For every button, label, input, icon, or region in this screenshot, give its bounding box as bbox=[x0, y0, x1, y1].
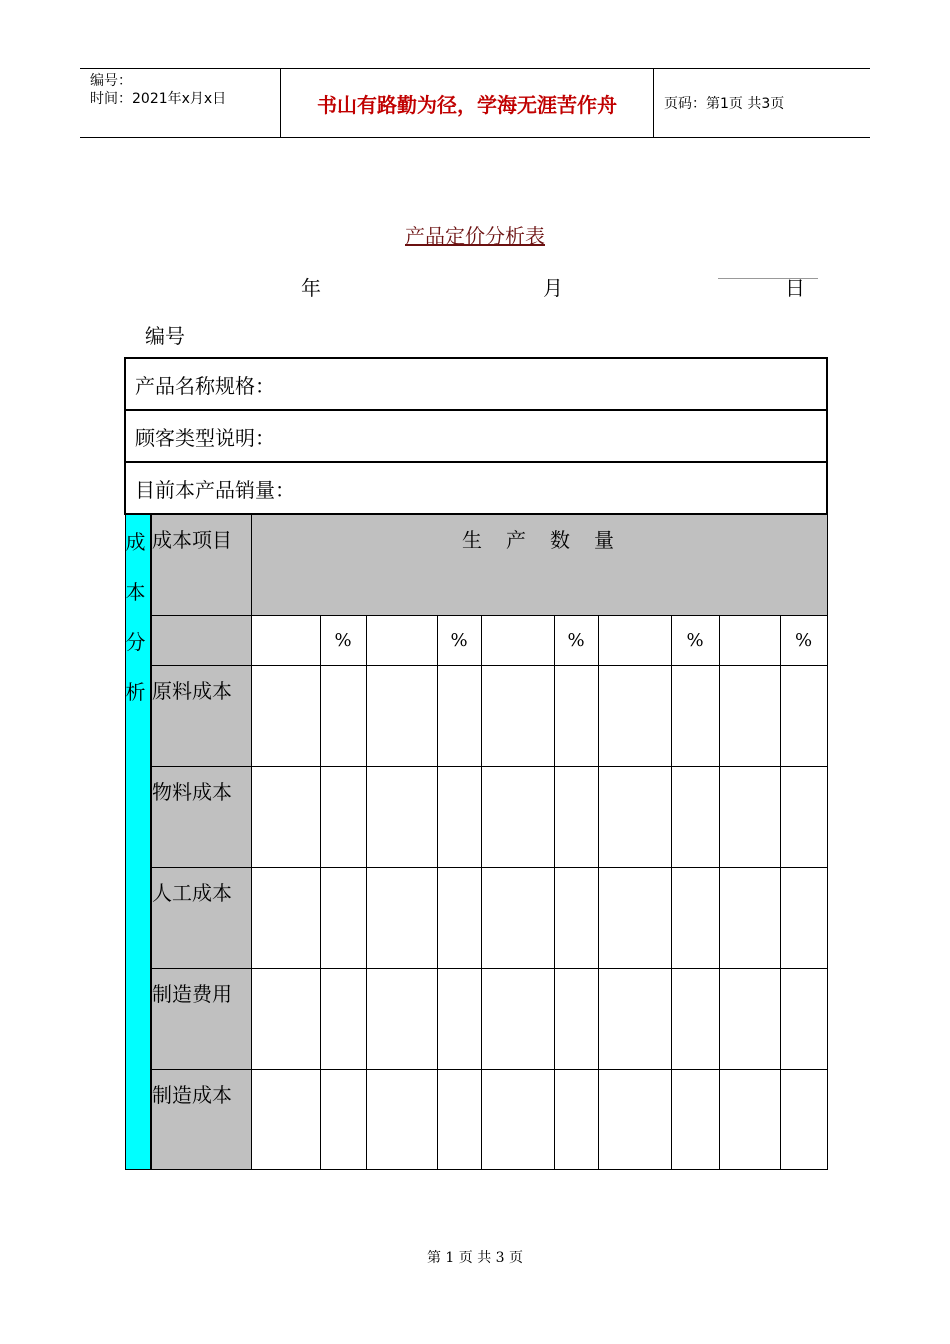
customer-type-field[interactable]: 顾客类型说明： bbox=[125, 410, 827, 462]
table-cell[interactable] bbox=[251, 766, 320, 867]
current-sales-field[interactable]: 目前本产品销量： bbox=[125, 462, 827, 514]
table-cell[interactable] bbox=[251, 665, 320, 766]
table-cell[interactable] bbox=[251, 867, 320, 968]
table-cell[interactable] bbox=[719, 968, 780, 1069]
percent-symbol: % bbox=[554, 615, 598, 665]
page-header bbox=[80, 68, 870, 138]
table-cell[interactable] bbox=[481, 867, 554, 968]
table-cell[interactable] bbox=[598, 867, 671, 968]
header-left bbox=[80, 69, 281, 137]
header-page-info: 页码：第1页 共3页 bbox=[664, 96, 785, 112]
table-cell[interactable] bbox=[320, 867, 366, 968]
table-cell[interactable] bbox=[598, 766, 671, 867]
table-cell[interactable] bbox=[598, 665, 671, 766]
header-serial-label: 编号： bbox=[90, 73, 132, 89]
table-cell[interactable] bbox=[671, 1069, 719, 1169]
table-cell[interactable] bbox=[598, 968, 671, 1069]
table-cell[interactable] bbox=[780, 766, 827, 867]
table-cell[interactable] bbox=[719, 867, 780, 968]
table-cell[interactable] bbox=[780, 968, 827, 1069]
qty-cell[interactable] bbox=[598, 615, 671, 665]
cost-row-label: 原料成本 bbox=[151, 665, 251, 766]
table-cell[interactable] bbox=[481, 665, 554, 766]
table-cell[interactable] bbox=[780, 867, 827, 968]
date-year-label: 年 bbox=[301, 276, 321, 300]
cost-analysis-text: 成本分析 bbox=[125, 530, 146, 704]
table-cell[interactable] bbox=[719, 766, 780, 867]
table-cell[interactable] bbox=[251, 1069, 320, 1169]
table-cell[interactable] bbox=[671, 968, 719, 1069]
table-cell[interactable] bbox=[554, 968, 598, 1069]
table-cell[interactable] bbox=[481, 1069, 554, 1169]
table-row bbox=[125, 867, 827, 968]
table-cell[interactable] bbox=[481, 968, 554, 1069]
percent-symbol: % bbox=[780, 615, 827, 665]
table-cell[interactable] bbox=[366, 968, 437, 1069]
table-cell[interactable] bbox=[437, 766, 481, 867]
table-cell[interactable] bbox=[780, 1069, 827, 1169]
table-cell[interactable] bbox=[437, 1069, 481, 1169]
cost-analysis-side-label bbox=[125, 514, 151, 1169]
header-time-label: 时间：2021年x月x日 bbox=[90, 91, 227, 107]
table-cell[interactable] bbox=[719, 1069, 780, 1169]
table-row bbox=[125, 1069, 827, 1169]
cost-row-label: 制造费用 bbox=[151, 968, 251, 1069]
table-cell[interactable] bbox=[554, 867, 598, 968]
table-cell[interactable] bbox=[320, 968, 366, 1069]
table-cell[interactable] bbox=[481, 766, 554, 867]
cost-row-label: 人工成本 bbox=[151, 867, 251, 968]
table-cell[interactable] bbox=[554, 766, 598, 867]
table-cell[interactable] bbox=[598, 1069, 671, 1169]
qty-cell[interactable] bbox=[481, 615, 554, 665]
table-row bbox=[125, 665, 827, 766]
table-cell[interactable] bbox=[366, 665, 437, 766]
table-cell[interactable] bbox=[671, 766, 719, 867]
production-qty-header: 生 产 数 量 bbox=[251, 514, 827, 615]
document-title: 产品定价分析表 bbox=[405, 224, 545, 248]
table-cell[interactable] bbox=[320, 1069, 366, 1169]
table-cell[interactable] bbox=[251, 968, 320, 1069]
table-cell[interactable] bbox=[554, 665, 598, 766]
date-day-label: 日 bbox=[785, 276, 805, 300]
cost-item-header: 成本项目 bbox=[151, 514, 251, 615]
pricing-table bbox=[124, 357, 828, 1170]
serial-number-label: 编号 bbox=[145, 324, 185, 348]
table-cell[interactable] bbox=[320, 766, 366, 867]
table-cell[interactable] bbox=[780, 665, 827, 766]
date-month-label: 月 bbox=[543, 276, 563, 300]
cost-row-label: 物料成本 bbox=[151, 766, 251, 867]
percent-symbol: % bbox=[671, 615, 719, 665]
table-row bbox=[125, 766, 827, 867]
table-row bbox=[125, 968, 827, 1069]
percent-row-label bbox=[151, 615, 251, 665]
table-cell[interactable] bbox=[366, 766, 437, 867]
table-cell[interactable] bbox=[671, 665, 719, 766]
percent-symbol: % bbox=[437, 615, 481, 665]
table-cell[interactable] bbox=[437, 665, 481, 766]
table-cell[interactable] bbox=[719, 665, 780, 766]
qty-cell[interactable] bbox=[366, 615, 437, 665]
table-cell[interactable] bbox=[320, 665, 366, 766]
table-cell[interactable] bbox=[366, 1069, 437, 1169]
cost-row-label: 制造成本 bbox=[151, 1069, 251, 1169]
product-name-field[interactable]: 产品名称规格： bbox=[125, 358, 827, 410]
page-footer: 第 1 页 共 3 页 bbox=[426, 1250, 524, 1266]
table-cell[interactable] bbox=[437, 867, 481, 968]
table-cell[interactable] bbox=[366, 867, 437, 968]
table-cell[interactable] bbox=[554, 1069, 598, 1169]
table-cell[interactable] bbox=[437, 968, 481, 1069]
header-motto: 书山有路勤为径，学海无涯苦作舟 bbox=[281, 69, 654, 137]
qty-cell[interactable] bbox=[719, 615, 780, 665]
percent-symbol: % bbox=[320, 615, 366, 665]
table-cell[interactable] bbox=[671, 867, 719, 968]
qty-cell[interactable] bbox=[251, 615, 320, 665]
